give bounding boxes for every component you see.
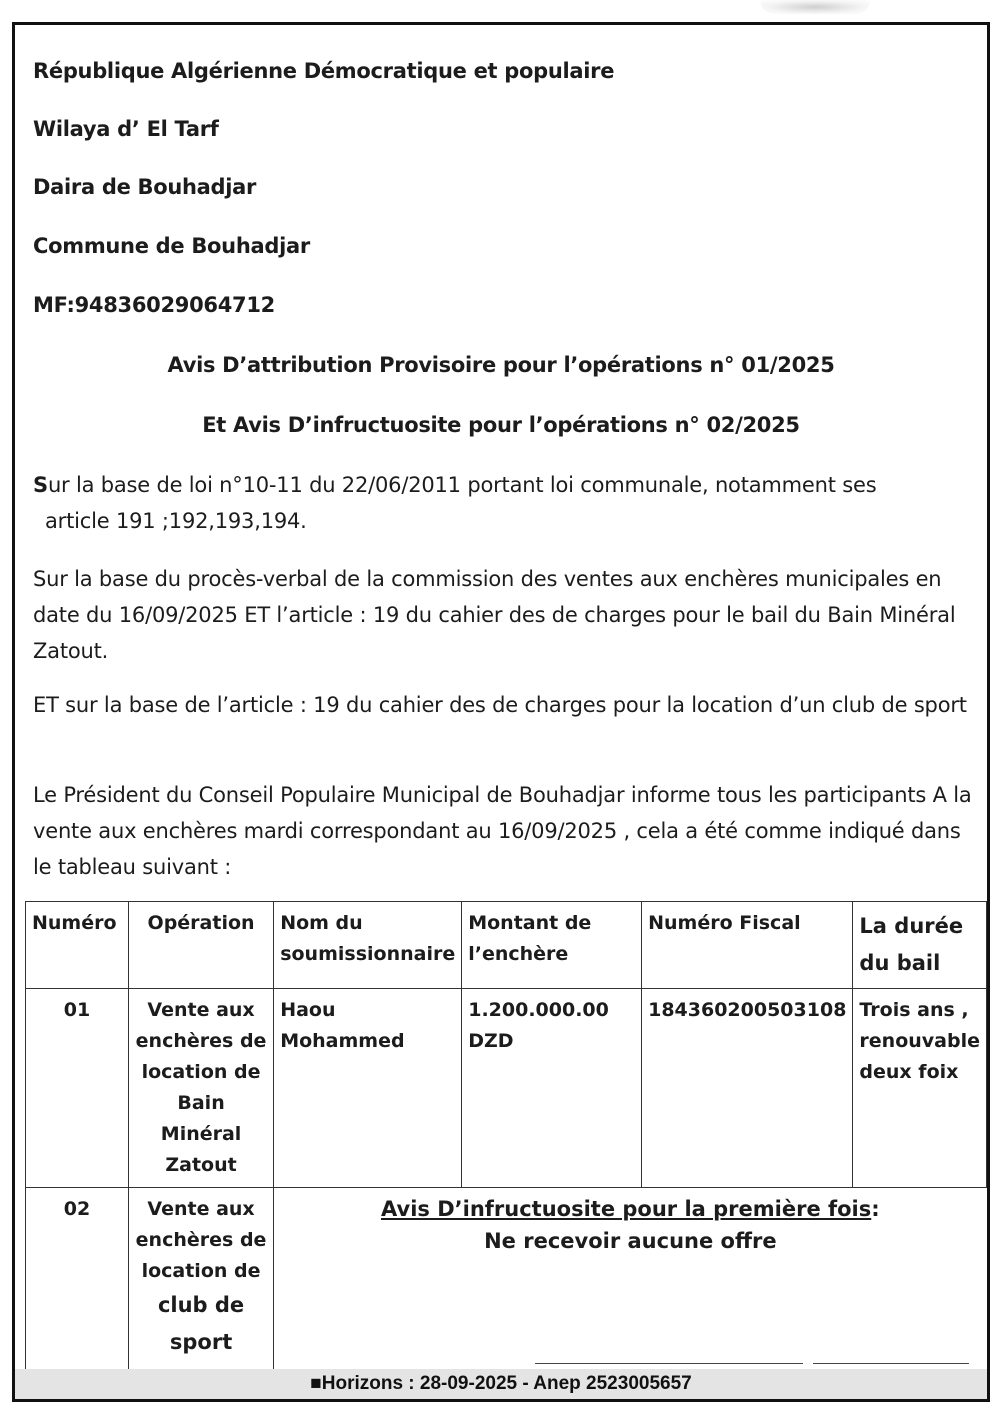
row1-nom: Haou Mohammed bbox=[274, 989, 462, 1188]
header-duree: La durée du bail bbox=[853, 902, 987, 989]
paragraph-articles: article 191 ;192,193,194. bbox=[45, 509, 307, 533]
paragraph-text: ur la base de loi n°10-11 du 22/06/2011 portant loi communale, notamment ses bbox=[47, 473, 877, 497]
paragraph-proces-verbal: Sur la base du procès-verbal de la commission des ventes aux enchères municipales en date du 16/09/2025 ET l’article : 19 du cahier des de charges pour le bail du Bain Minéral Zatout. bbox=[33, 567, 956, 663]
title-infructuosite: Et Avis D’infructuosite pour l’opérations n° 02/2025 bbox=[202, 413, 800, 437]
header-operation: Opération bbox=[128, 902, 273, 989]
header-mf: MF:94836029064712 bbox=[33, 293, 275, 317]
row2-numero: 02 bbox=[26, 1188, 129, 1396]
header-daira: Daira de Bouhadjar bbox=[33, 175, 257, 199]
header-fiscal: Numéro Fiscal bbox=[642, 902, 853, 989]
row2-operation-text: Vente aux enchères de location de bbox=[135, 1198, 267, 1282]
results-table bbox=[25, 901, 987, 1396]
avis-infructuosite: Avis D’infructuosite pour la première fois bbox=[381, 1197, 872, 1221]
row2-operation-club: club de sport bbox=[157, 1293, 245, 1354]
row2-avis-cell bbox=[274, 1188, 987, 1396]
divider-line bbox=[535, 1363, 803, 1364]
table-row bbox=[26, 989, 987, 1188]
notice-frame bbox=[12, 22, 990, 1402]
paragraph-president: Le Président du Conseil Populaire Municipal de Bouhadjar informe tous les participants A la vente aux enchères mardi correspondant au 16/09/2025 , cela a été comme indiqué dans le tableau suivant : bbox=[33, 783, 972, 879]
divider-line bbox=[813, 1363, 969, 1364]
paragraph-legal-basis bbox=[33, 467, 978, 539]
table-header-row bbox=[26, 902, 987, 989]
paragraph-initial: S bbox=[33, 473, 48, 497]
aucune-offre: Ne recevoir aucune offre bbox=[484, 1229, 777, 1253]
header-numero: Numéro bbox=[26, 902, 129, 989]
title-attribution: Avis D’attribution Provisoire pour l’opérations n° 01/2025 bbox=[167, 353, 835, 377]
row1-numero: 01 bbox=[26, 989, 129, 1188]
row1-duree: Trois ans , renouvable deux foix bbox=[853, 989, 987, 1188]
header-nom: Nom du soumissionnaire bbox=[274, 902, 462, 989]
paragraph-club-sport: ET sur la base de l’article : 19 du cahier des de charges pour la location d’un club de sport bbox=[33, 693, 967, 717]
table-row bbox=[26, 1188, 987, 1396]
header-republic: République Algérienne Démocratique et populaire bbox=[33, 59, 615, 83]
scan-shadow bbox=[760, 0, 870, 14]
row1-fiscal: 184360200503108 bbox=[642, 989, 853, 1188]
avis-colon: : bbox=[871, 1197, 880, 1221]
row2-operation bbox=[128, 1188, 273, 1396]
header-wilaya: Wilaya d’ El Tarf bbox=[33, 117, 219, 141]
header-montant: Montant de l’enchère bbox=[462, 902, 642, 989]
footer-credit: ■Horizons : 28-09-2025 - Anep 2523005657 bbox=[15, 1369, 987, 1399]
row1-operation: Vente aux enchères de location de Bain Minéral Zatout bbox=[128, 989, 273, 1188]
row1-montant: 1.200.000.00 DZD bbox=[462, 989, 642, 1188]
header-commune: Commune de Bouhadjar bbox=[33, 234, 310, 258]
